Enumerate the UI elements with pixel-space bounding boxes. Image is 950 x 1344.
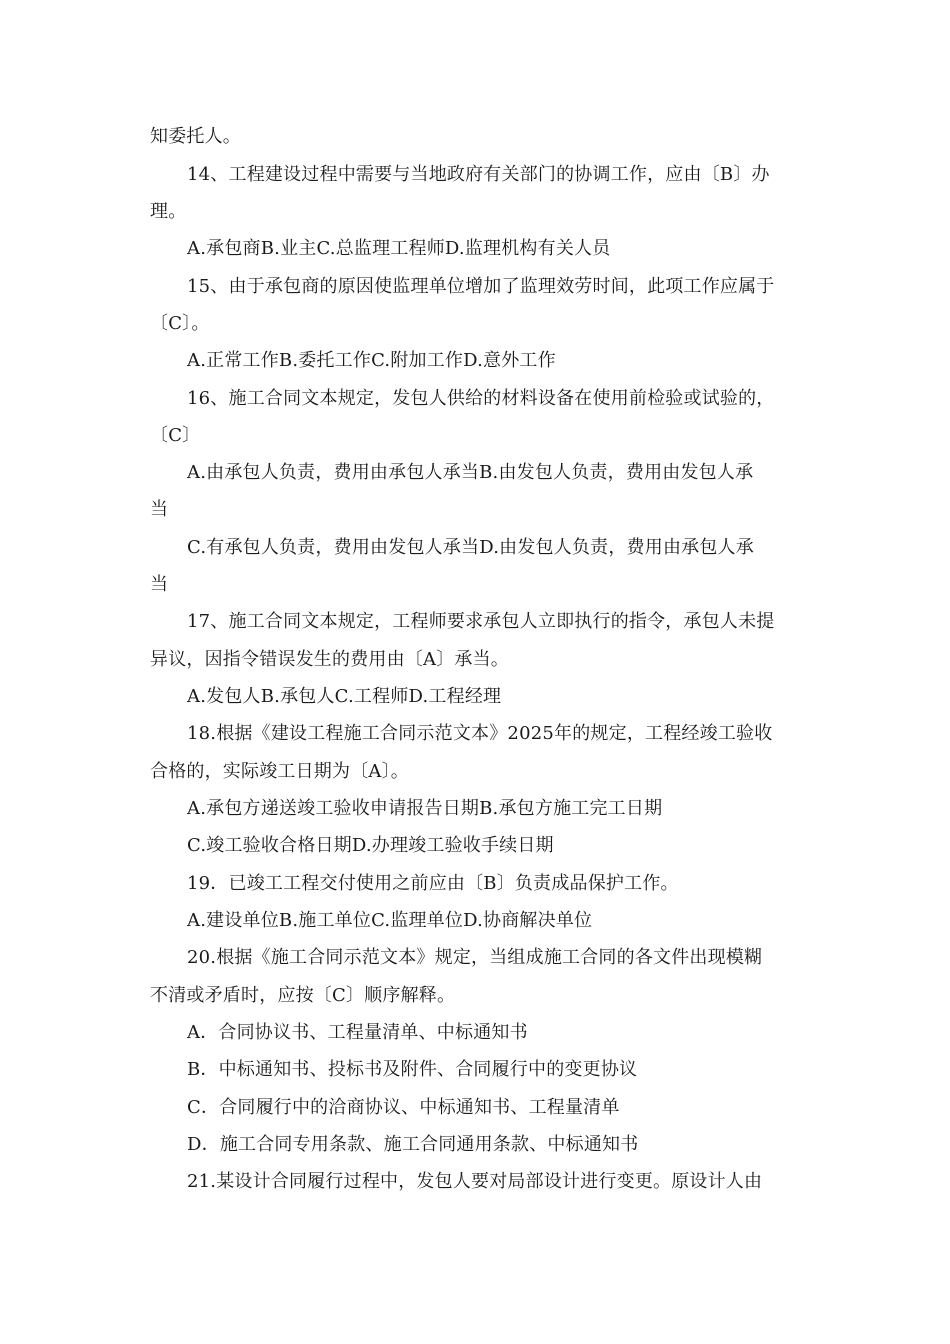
question-21: 21.某设计合同履行过程中，发包人要对局部设计进行变更。原设计人由 (187, 1171, 763, 1192)
options-19: A.建设单位B.施工单位C.监理单位D.协商解决单位 (187, 910, 593, 931)
option-20-b: B．中标通知书、投标书及附件、合同履行中的变更协议 (187, 1059, 638, 1080)
question-19: 19．已竣工工程交付使用之前应由〔B〕负责成品保护工作。 (187, 873, 679, 894)
option-20-c: C．合同履行中的洽商协议、中标通知书、工程量清单 (187, 1097, 620, 1118)
question-20: 20.根据《施工合同示范文本》规定，当组成施工合同的各文件出现模糊 (187, 947, 763, 968)
options-16-cd: C.有承包人负责，费用由发包人承当D.由发包人负责，费用由承包人承 (187, 537, 754, 558)
options-17: A.发包人B.承包人C.工程师D.工程经理 (187, 686, 502, 707)
question-16: 16、施工合同文本规定，发包人供给的材料设备在使用前检验或试验的， (187, 388, 775, 409)
text-line: 理。 (150, 201, 187, 222)
text-line: 合格的，实际竣工日期为〔A〕。 (150, 761, 409, 782)
option-20-a: A．合同协议书、工程量清单、中标通知书 (187, 1022, 528, 1043)
text-line: 〔C〕。 (150, 313, 210, 334)
options-14: A.承包商B.业主C.总监理工程师D.监理机构有关人员 (187, 238, 611, 259)
options-16-ab: A.由承包人负责，费用由承包人承当B.由发包人负责，费用由发包人承 (187, 462, 754, 483)
question-15: 15、由于承包商的原因使监理单位增加了监理效劳时间，此项工作应属于 (187, 276, 775, 297)
options-15: A.正常工作B.委托工作C.附加工作D.意外工作 (187, 350, 556, 371)
options-18-ab: A.承包方递送竣工验收申请报告日期B.承包方施工完工日期 (187, 798, 663, 819)
question-18: 18.根据《建设工程施工合同示范文本》2025年的规定，工程经竣工验收 (187, 723, 773, 744)
question-17: 17、施工合同文本规定，工程师要求承包人立即执行的指令，承包人未提 (187, 611, 775, 632)
text-line: 当 (150, 574, 169, 595)
text-line: 〔C〕 (150, 425, 201, 446)
option-20-d: D．施工合同专用条款、施工合同通用条款、中标通知书 (187, 1134, 639, 1155)
question-14: 14、工程建设过程中需要与当地政府有关部门的协调工作，应由〔B〕办 (187, 164, 770, 185)
text-line: 知委托人。 (150, 126, 241, 147)
text-line: 异议，因指令错误发生的费用由〔A〕承当。 (150, 649, 509, 670)
text-line: 不清或矛盾时，应按〔C〕顺序解释。 (150, 985, 456, 1006)
text-line: 当 (150, 499, 169, 520)
options-18-cd: C.竣工验收合格日期D.办理竣工验收手续日期 (187, 835, 554, 856)
